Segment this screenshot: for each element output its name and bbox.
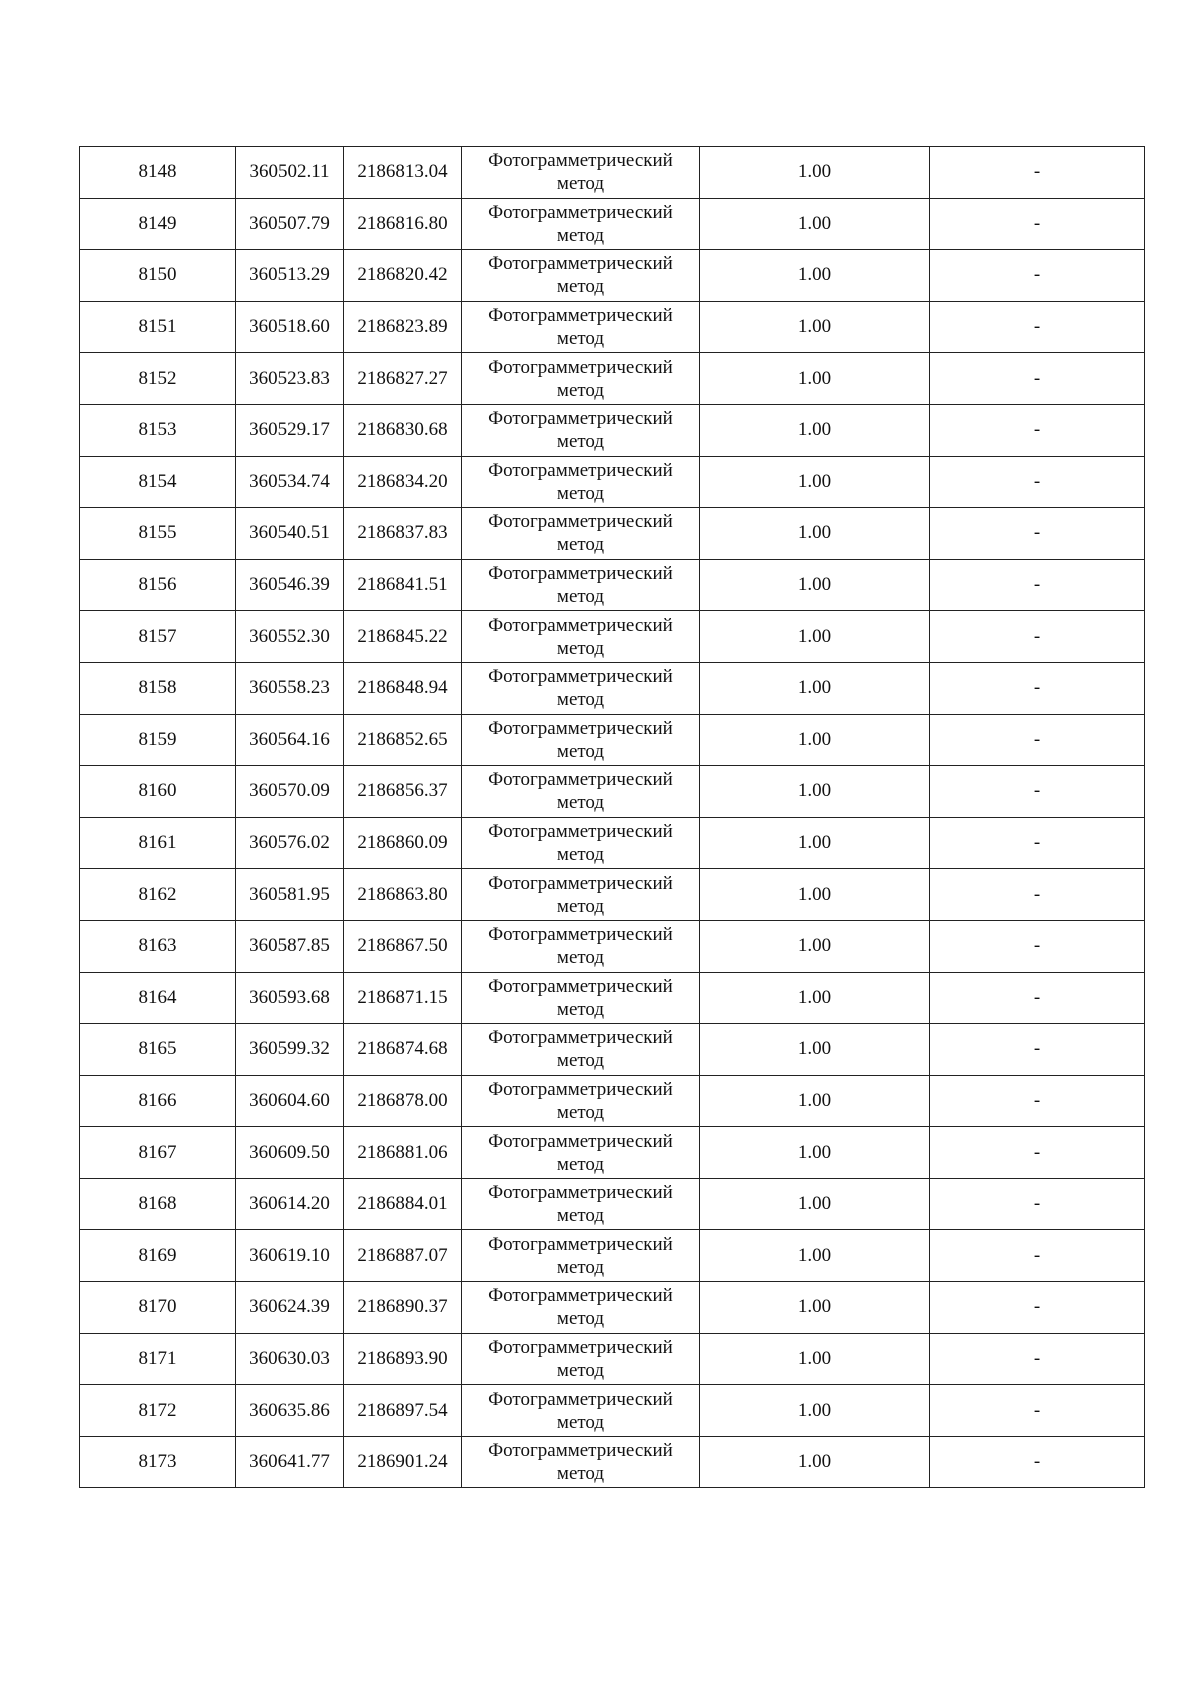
y-coordinate-cell: 2186813.04 [344, 147, 462, 199]
method-line-2: метод [556, 689, 605, 711]
y-coordinate-cell: 2186830.68 [344, 404, 462, 456]
accuracy-cell: 1.00 [700, 1024, 930, 1076]
description-cell: - [930, 920, 1145, 972]
description-cell: - [930, 198, 1145, 250]
method-line-1: Фотограмметрический [488, 356, 673, 378]
method-cell [462, 1127, 700, 1179]
method-cell [462, 559, 700, 611]
table-row [80, 1075, 1145, 1127]
table-row [80, 456, 1145, 508]
method-line-2: метод [556, 844, 605, 866]
method-line-1: Фотограмметрический [488, 1388, 673, 1410]
point-number-cell: 8150 [80, 250, 236, 302]
accuracy-cell: 1.00 [700, 1282, 930, 1334]
point-number-cell: 8154 [80, 456, 236, 508]
x-coordinate-cell: 360576.02 [236, 817, 344, 869]
x-coordinate-cell: 360507.79 [236, 198, 344, 250]
method-line-1: Фотограмметрический [488, 305, 673, 327]
table-row [80, 198, 1145, 250]
point-number-cell: 8161 [80, 817, 236, 869]
method-cell [462, 611, 700, 663]
method-cell [462, 508, 700, 560]
accuracy-cell: 1.00 [700, 250, 930, 302]
x-coordinate-cell: 360518.60 [236, 301, 344, 353]
method-line-1: Фотограмметрический [488, 717, 673, 739]
method-line-1: Фотограмметрический [488, 666, 673, 688]
method-cell [462, 1230, 700, 1282]
method-cell [462, 250, 700, 302]
method-cell [462, 869, 700, 921]
y-coordinate-cell: 2186874.68 [344, 1024, 462, 1076]
point-number-cell: 8157 [80, 611, 236, 663]
table-row [80, 714, 1145, 766]
y-coordinate-cell: 2186820.42 [344, 250, 462, 302]
table-row [80, 508, 1145, 560]
y-coordinate-cell: 2186856.37 [344, 766, 462, 818]
description-cell: - [930, 662, 1145, 714]
description-cell: - [930, 456, 1145, 508]
method-line-2: метод [556, 1256, 605, 1278]
method-cell [462, 1282, 700, 1334]
x-coordinate-cell: 360502.11 [236, 147, 344, 199]
table-row [80, 1385, 1145, 1437]
x-coordinate-cell: 360593.68 [236, 972, 344, 1024]
method-line-1: Фотограмметрический [488, 150, 673, 172]
table-row [80, 250, 1145, 302]
point-number-cell: 8149 [80, 198, 236, 250]
description-cell: - [930, 714, 1145, 766]
x-coordinate-cell: 360641.77 [236, 1436, 344, 1488]
table-row [80, 404, 1145, 456]
y-coordinate-cell: 2186871.15 [344, 972, 462, 1024]
description-cell: - [930, 1024, 1145, 1076]
y-coordinate-cell: 2186901.24 [344, 1436, 462, 1488]
method-line-2: метод [556, 224, 605, 246]
y-coordinate-cell: 2186884.01 [344, 1178, 462, 1230]
method-line-1: Фотограмметрический [488, 1078, 673, 1100]
description-cell: - [930, 869, 1145, 921]
y-coordinate-cell: 2186841.51 [344, 559, 462, 611]
description-cell: - [930, 766, 1145, 818]
table-row [80, 1178, 1145, 1230]
accuracy-cell: 1.00 [700, 1333, 930, 1385]
description-cell: - [930, 301, 1145, 353]
description-cell: - [930, 353, 1145, 405]
y-coordinate-cell: 2186863.80 [344, 869, 462, 921]
x-coordinate-cell: 360630.03 [236, 1333, 344, 1385]
accuracy-cell: 1.00 [700, 714, 930, 766]
method-line-1: Фотограмметрический [488, 614, 673, 636]
y-coordinate-cell: 2186837.83 [344, 508, 462, 560]
point-number-cell: 8172 [80, 1385, 236, 1437]
method-line-1: Фотограмметрический [488, 821, 673, 843]
point-number-cell: 8151 [80, 301, 236, 353]
x-coordinate-cell: 360529.17 [236, 404, 344, 456]
description-cell: - [930, 1385, 1145, 1437]
x-coordinate-cell: 360587.85 [236, 920, 344, 972]
y-coordinate-cell: 2186827.27 [344, 353, 462, 405]
description-cell: - [930, 250, 1145, 302]
method-line-2: метод [556, 1101, 605, 1123]
point-number-cell: 8163 [80, 920, 236, 972]
method-line-2: метод [556, 482, 605, 504]
table-row [80, 353, 1145, 405]
method-cell [462, 920, 700, 972]
method-line-2: метод [556, 328, 605, 350]
table-row [80, 920, 1145, 972]
accuracy-cell: 1.00 [700, 147, 930, 199]
x-coordinate-cell: 360523.83 [236, 353, 344, 405]
y-coordinate-cell: 2186878.00 [344, 1075, 462, 1127]
table-row [80, 662, 1145, 714]
accuracy-cell: 1.00 [700, 662, 930, 714]
description-cell: - [930, 1230, 1145, 1282]
method-line-2: метод [556, 173, 605, 195]
method-cell [462, 766, 700, 818]
description-cell: - [930, 1333, 1145, 1385]
x-coordinate-cell: 360534.74 [236, 456, 344, 508]
method-line-2: метод [556, 1359, 605, 1381]
accuracy-cell: 1.00 [700, 559, 930, 611]
method-line-2: метод [556, 1308, 605, 1330]
description-cell: - [930, 1127, 1145, 1179]
description-cell: - [930, 1436, 1145, 1488]
x-coordinate-cell: 360546.39 [236, 559, 344, 611]
accuracy-cell: 1.00 [700, 353, 930, 405]
y-coordinate-cell: 2186867.50 [344, 920, 462, 972]
table-row [80, 1436, 1145, 1488]
method-cell [462, 147, 700, 199]
y-coordinate-cell: 2186890.37 [344, 1282, 462, 1334]
description-cell: - [930, 1075, 1145, 1127]
method-cell [462, 1024, 700, 1076]
point-number-cell: 8155 [80, 508, 236, 560]
table-row [80, 1282, 1145, 1334]
table-row [80, 1230, 1145, 1282]
table-row [80, 1127, 1145, 1179]
y-coordinate-cell: 2186845.22 [344, 611, 462, 663]
point-number-cell: 8164 [80, 972, 236, 1024]
point-number-cell: 8173 [80, 1436, 236, 1488]
x-coordinate-cell: 360624.39 [236, 1282, 344, 1334]
method-line-2: метод [556, 998, 605, 1020]
method-line-2: метод [556, 1411, 605, 1433]
method-line-1: Фотограмметрический [488, 769, 673, 791]
point-number-cell: 8159 [80, 714, 236, 766]
y-coordinate-cell: 2186893.90 [344, 1333, 462, 1385]
accuracy-cell: 1.00 [700, 404, 930, 456]
method-cell [462, 198, 700, 250]
method-line-1: Фотограмметрический [488, 1285, 673, 1307]
y-coordinate-cell: 2186887.07 [344, 1230, 462, 1282]
table-row [80, 869, 1145, 921]
point-number-cell: 8152 [80, 353, 236, 405]
method-line-1: Фотограмметрический [488, 872, 673, 894]
table-row [80, 817, 1145, 869]
point-number-cell: 8170 [80, 1282, 236, 1334]
accuracy-cell: 1.00 [700, 1385, 930, 1437]
method-cell [462, 817, 700, 869]
method-line-2: метод [556, 637, 605, 659]
method-line-2: метод [556, 1463, 605, 1485]
accuracy-cell: 1.00 [700, 1178, 930, 1230]
method-line-1: Фотограмметрический [488, 1233, 673, 1255]
method-cell [462, 301, 700, 353]
method-cell [462, 1075, 700, 1127]
point-number-cell: 8165 [80, 1024, 236, 1076]
x-coordinate-cell: 360564.16 [236, 714, 344, 766]
method-line-1: Фотограмметрический [488, 253, 673, 275]
point-number-cell: 8148 [80, 147, 236, 199]
point-number-cell: 8168 [80, 1178, 236, 1230]
table-row [80, 972, 1145, 1024]
method-line-1: Фотограмметрический [488, 1027, 673, 1049]
y-coordinate-cell: 2186897.54 [344, 1385, 462, 1437]
y-coordinate-cell: 2186823.89 [344, 301, 462, 353]
method-line-2: метод [556, 1205, 605, 1227]
table-row [80, 301, 1145, 353]
y-coordinate-cell: 2186834.20 [344, 456, 462, 508]
point-number-cell: 8160 [80, 766, 236, 818]
accuracy-cell: 1.00 [700, 766, 930, 818]
method-line-2: метод [556, 947, 605, 969]
accuracy-cell: 1.00 [700, 1230, 930, 1282]
method-cell [462, 972, 700, 1024]
table-row [80, 611, 1145, 663]
accuracy-cell: 1.00 [700, 1436, 930, 1488]
accuracy-cell: 1.00 [700, 920, 930, 972]
method-cell [462, 1333, 700, 1385]
table-row [80, 1024, 1145, 1076]
x-coordinate-cell: 360614.20 [236, 1178, 344, 1230]
x-coordinate-cell: 360581.95 [236, 869, 344, 921]
accuracy-cell: 1.00 [700, 972, 930, 1024]
accuracy-cell: 1.00 [700, 611, 930, 663]
x-coordinate-cell: 360599.32 [236, 1024, 344, 1076]
method-line-1: Фотограмметрический [488, 1440, 673, 1462]
method-cell [462, 1436, 700, 1488]
method-line-2: метод [556, 379, 605, 401]
y-coordinate-cell: 2186860.09 [344, 817, 462, 869]
accuracy-cell: 1.00 [700, 456, 930, 508]
description-cell: - [930, 147, 1145, 199]
x-coordinate-cell: 360619.10 [236, 1230, 344, 1282]
table-row [80, 766, 1145, 818]
method-line-2: метод [556, 534, 605, 556]
description-cell: - [930, 611, 1145, 663]
x-coordinate-cell: 360604.60 [236, 1075, 344, 1127]
y-coordinate-cell: 2186881.06 [344, 1127, 462, 1179]
x-coordinate-cell: 360558.23 [236, 662, 344, 714]
method-line-2: метод [556, 792, 605, 814]
coordinates-table-body [80, 147, 1145, 1488]
method-line-1: Фотограмметрический [488, 924, 673, 946]
method-cell [462, 1178, 700, 1230]
point-number-cell: 8158 [80, 662, 236, 714]
method-line-1: Фотограмметрический [488, 1336, 673, 1358]
method-line-1: Фотограмметрический [488, 563, 673, 585]
method-line-1: Фотограмметрический [488, 975, 673, 997]
accuracy-cell: 1.00 [700, 1075, 930, 1127]
y-coordinate-cell: 2186852.65 [344, 714, 462, 766]
method-line-1: Фотограмметрический [488, 1130, 673, 1152]
method-line-1: Фотограмметрический [488, 511, 673, 533]
method-cell [462, 404, 700, 456]
method-cell [462, 353, 700, 405]
method-line-2: метод [556, 276, 605, 298]
method-line-2: метод [556, 1153, 605, 1175]
table-row [80, 1333, 1145, 1385]
description-cell: - [930, 1178, 1145, 1230]
description-cell: - [930, 404, 1145, 456]
description-cell: - [930, 559, 1145, 611]
method-cell [462, 456, 700, 508]
description-cell: - [930, 1282, 1145, 1334]
point-number-cell: 8153 [80, 404, 236, 456]
point-number-cell: 8156 [80, 559, 236, 611]
x-coordinate-cell: 360540.51 [236, 508, 344, 560]
point-number-cell: 8169 [80, 1230, 236, 1282]
method-cell [462, 662, 700, 714]
point-number-cell: 8166 [80, 1075, 236, 1127]
method-line-2: метод [556, 431, 605, 453]
y-coordinate-cell: 2186816.80 [344, 198, 462, 250]
description-cell: - [930, 817, 1145, 869]
method-line-2: метод [556, 895, 605, 917]
description-cell: - [930, 972, 1145, 1024]
method-cell [462, 714, 700, 766]
x-coordinate-cell: 360552.30 [236, 611, 344, 663]
accuracy-cell: 1.00 [700, 198, 930, 250]
x-coordinate-cell: 360609.50 [236, 1127, 344, 1179]
coordinates-table [79, 146, 1145, 1488]
point-number-cell: 8162 [80, 869, 236, 921]
accuracy-cell: 1.00 [700, 508, 930, 560]
method-line-1: Фотограмметрический [488, 1182, 673, 1204]
x-coordinate-cell: 360570.09 [236, 766, 344, 818]
method-line-1: Фотограмметрический [488, 408, 673, 430]
accuracy-cell: 1.00 [700, 817, 930, 869]
point-number-cell: 8167 [80, 1127, 236, 1179]
point-number-cell: 8171 [80, 1333, 236, 1385]
method-cell [462, 1385, 700, 1437]
x-coordinate-cell: 360513.29 [236, 250, 344, 302]
table-row [80, 559, 1145, 611]
method-line-2: метод [556, 586, 605, 608]
accuracy-cell: 1.00 [700, 1127, 930, 1179]
method-line-2: метод [556, 740, 605, 762]
x-coordinate-cell: 360635.86 [236, 1385, 344, 1437]
table-row [80, 147, 1145, 199]
description-cell: - [930, 508, 1145, 560]
accuracy-cell: 1.00 [700, 301, 930, 353]
method-line-2: метод [556, 1050, 605, 1072]
method-line-1: Фотограмметрический [488, 459, 673, 481]
accuracy-cell: 1.00 [700, 869, 930, 921]
method-line-1: Фотограмметрический [488, 201, 673, 223]
y-coordinate-cell: 2186848.94 [344, 662, 462, 714]
